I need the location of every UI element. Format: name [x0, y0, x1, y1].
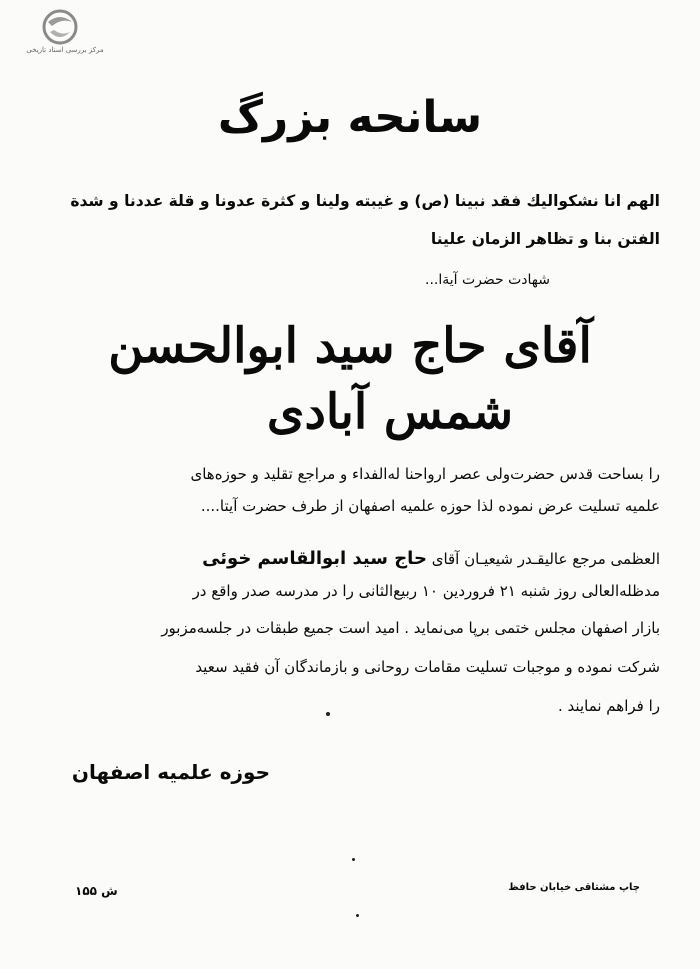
ink-speck	[356, 914, 359, 917]
ink-speck	[326, 712, 330, 716]
body-line-2: علمیه تسلیت عرض نموده لذا حوزه علمیه اصفهان از طرف حضرت آیتا....	[200, 497, 660, 515]
body-line-3	[202, 548, 660, 569]
body-line-3-text: العظمی مرجع عالیقـدر شیعیـان آقای	[431, 550, 660, 568]
deceased-name-line-1: آقای حاج سید ابوالحسن	[108, 318, 592, 374]
dua-line-1: الهم انا نشکوالیك فقد نبینا (ص) و غیبته ولینا و کثرة عدونا و قلة عددنا و شدة	[70, 192, 660, 210]
body-line-4: مدظله‌العالی روز شنبه ۲۱ فروردین ۱۰ ربیع‌الثانی را در مدرسه صدر واقع در	[192, 582, 660, 600]
logo-caption: مرکز بررسی اسناد تاریخی	[26, 46, 104, 54]
deceased-name-line-2: شمس آبادی	[266, 384, 514, 440]
body-line-5: بازار اصفهان مجلس ختمی برپا می‌نماید . امید است جمیع طبقات در جلسه‌مزبور	[161, 619, 660, 637]
marja-name: حاج سید ابوالقاسم خوئی	[202, 548, 427, 569]
archive-logo	[10, 8, 120, 58]
body-line-1: را بساحت قدس حضرت‌ولی عصر ارواحنا له‌الفداء و مراجع تقلید و حوزه‌های	[190, 465, 660, 483]
dua-line-2: الفتن بنا و تظاهر الزمان علینا	[430, 230, 660, 248]
archive-emblem-icon	[38, 8, 82, 46]
page-number: ش ۱۵۵	[75, 884, 118, 898]
document-title: سانحه بزرگ	[217, 92, 483, 143]
ink-speck	[352, 858, 355, 861]
printer-credit: چاپ مشتاقی خیابان حافظ	[508, 882, 640, 893]
signature: حوزه علمیه اصفهان	[71, 760, 270, 784]
body-line-7: را فراهم نمایند .	[558, 697, 660, 715]
intro-text: شهادت حضرت آیةا...	[425, 272, 550, 288]
body-line-6: شرکت نموده و موجبات تسلیت مقامات روحانی و بازماندگان آن فقید سعید	[195, 658, 660, 676]
